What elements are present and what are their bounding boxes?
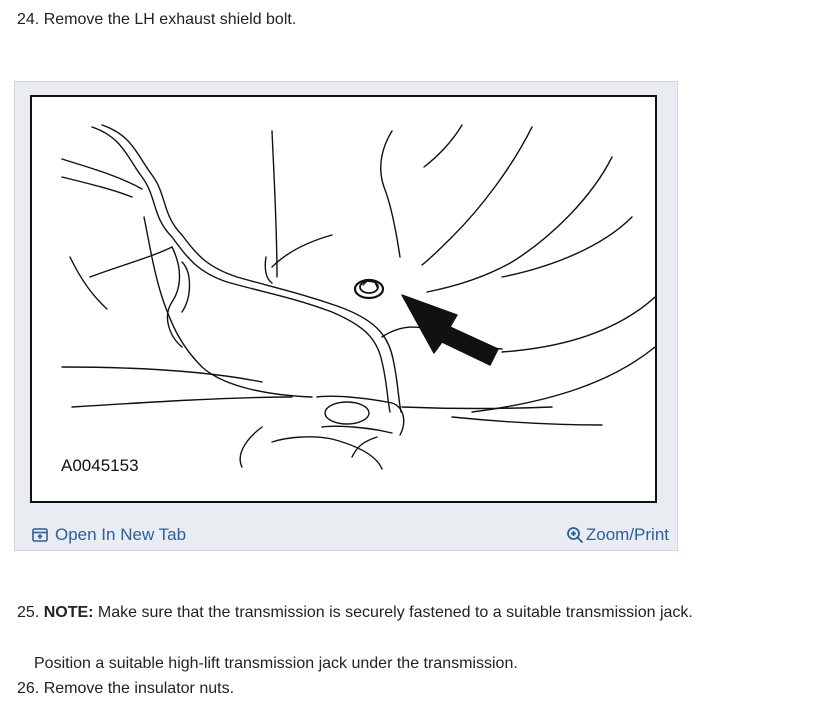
bolt-icon xyxy=(355,280,383,298)
figure-panel xyxy=(14,81,678,551)
note-label: NOTE: xyxy=(43,604,94,621)
step-25-number: 25. xyxy=(17,604,44,621)
exhaust-pipe xyxy=(317,396,404,435)
zoom-print-link[interactable] xyxy=(566,525,669,545)
step-25-action: Position a suitable high-lift transmission jack under the transmission. xyxy=(34,655,518,672)
open-in-new-tab-label: Open In New Tab xyxy=(55,525,187,544)
note-text: Make sure that the transmission is securely fastened to a suitable transmission jack. xyxy=(93,604,693,621)
step-24: 24. Remove the LH exhaust shield bolt. xyxy=(17,11,297,28)
exhaust-shield-illustration xyxy=(32,97,655,501)
open-in-new-tab-link[interactable] xyxy=(31,525,186,545)
figure-id-label: A0045153 xyxy=(61,456,139,475)
zoom-print-label: Zoom/Print xyxy=(585,525,669,544)
wire-harness xyxy=(92,127,390,412)
step-25 xyxy=(17,603,693,623)
figure-frame xyxy=(30,95,657,503)
open-in-new-tab-icon xyxy=(31,526,49,544)
step-26: 26. Remove the insulator nuts. xyxy=(17,680,235,697)
zoom-in-icon xyxy=(566,526,584,544)
pointer-arrow-icon xyxy=(402,295,498,365)
